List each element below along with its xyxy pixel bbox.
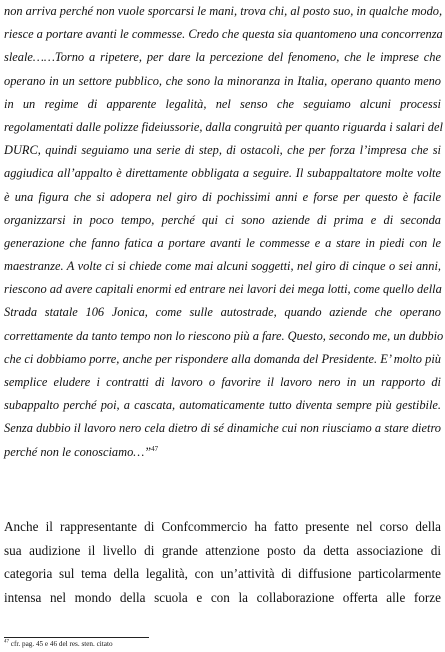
body-line: categoria sul tema della legalità, con un’attività di diffusione particolarmente [4,566,441,582]
quote-line: che ci dobbiamo porre, anche per rispondere alla domanda del Presidente. E’ molto più [4,351,441,366]
body-line: intensa nel mondo della scuola e con la collaborazione offerta alle forze [4,589,441,605]
quote-line: riescono ad avere capitali enormi ed entrare nei lavori dei mega lotti, come quello della [4,282,442,297]
quote-line: perché non le conosciamo…” [4,444,152,459]
quote-line: correttamente da tanto tempo non lo riescono più a fare. Questo, secondo me, un dubbio [4,328,444,343]
quote-line: maestranze. A volte ci si chiede come mai alcuni soggetti, nel giro di cinque o sei anni, [4,259,441,274]
quote-line: regolamentati dalle polizze fideiussorie, dalla congruità per quanto riguarda i salari del [4,119,443,134]
quote-line: subappalto perché poi, a cascata, automaticamente tutto diventa sempre più gestibile. [4,398,441,413]
quote-line: generazione che fanno fatica a portare avanti le commesse e a stare in piedi con le [4,235,441,250]
footnote-text: cfr. pag. 45 e 46 del res. sten. citato [9,640,113,648]
quote-line: è una figura che si adopera nel giro di pochissimi anni e forse per questo è facile [4,189,441,204]
quote-line: aggiudica all’appalto è direttamente obbligata a seguire. Il subappaltatore molte volte [4,166,441,181]
footnote [4,640,304,649]
quoted-testimony [4,0,444,464]
quote-line: non arriva perché non vuole sporcarsi le mani, trova chi, al posto suo, in qualche modo, [4,4,443,18]
footnote-number: 47 [4,639,9,645]
body-paragraph [4,515,441,609]
footnote-reference[interactable]: 47 [151,444,159,453]
body-line: sua audizione il livello di grande attenzione posto da detta associazione di [4,542,441,558]
quote-line: Strada statale 106 Jonica, come sulle autostrade, quando aziende che operano [4,305,441,320]
quote-line: in un regime di apparente legalità, nel senso che seguiamo alcuni processi [4,96,441,111]
quote-line: DURC, quindi seguiamo una serie di step, di ostacoli, che per forza l’impresa che si [4,143,441,158]
quote-line: organizzarsi in poco tempo, perché qui ci sono aziende di prima e di seconda [4,212,441,227]
quote-last-line [4,441,441,464]
quote-line: riesce a portare avanti le commesse. Credo che questa sia quantomeno una concorrenza [4,27,443,42]
quote-line: semplice eludere i contratti di lavoro o favorire il lavoro nero in un rapporto di [4,375,441,389]
footnote-separator [4,637,149,638]
body-line: Anche il rappresentante di Confcommercio ha fatto presente nel corso della [4,519,441,534]
quote-line: operano in un settore pubblico, che sono la minoranza in Italia, operano quanto meno [4,73,441,88]
quote-line: sleale……Torno a ripetere, per dare la percezione del fenomeno, che le imprese che [4,50,441,65]
quote-line: Senza dubbio il lavoro nero cela dietro di sé dinamiche cui non riusciamo a stare dietro [4,421,441,436]
